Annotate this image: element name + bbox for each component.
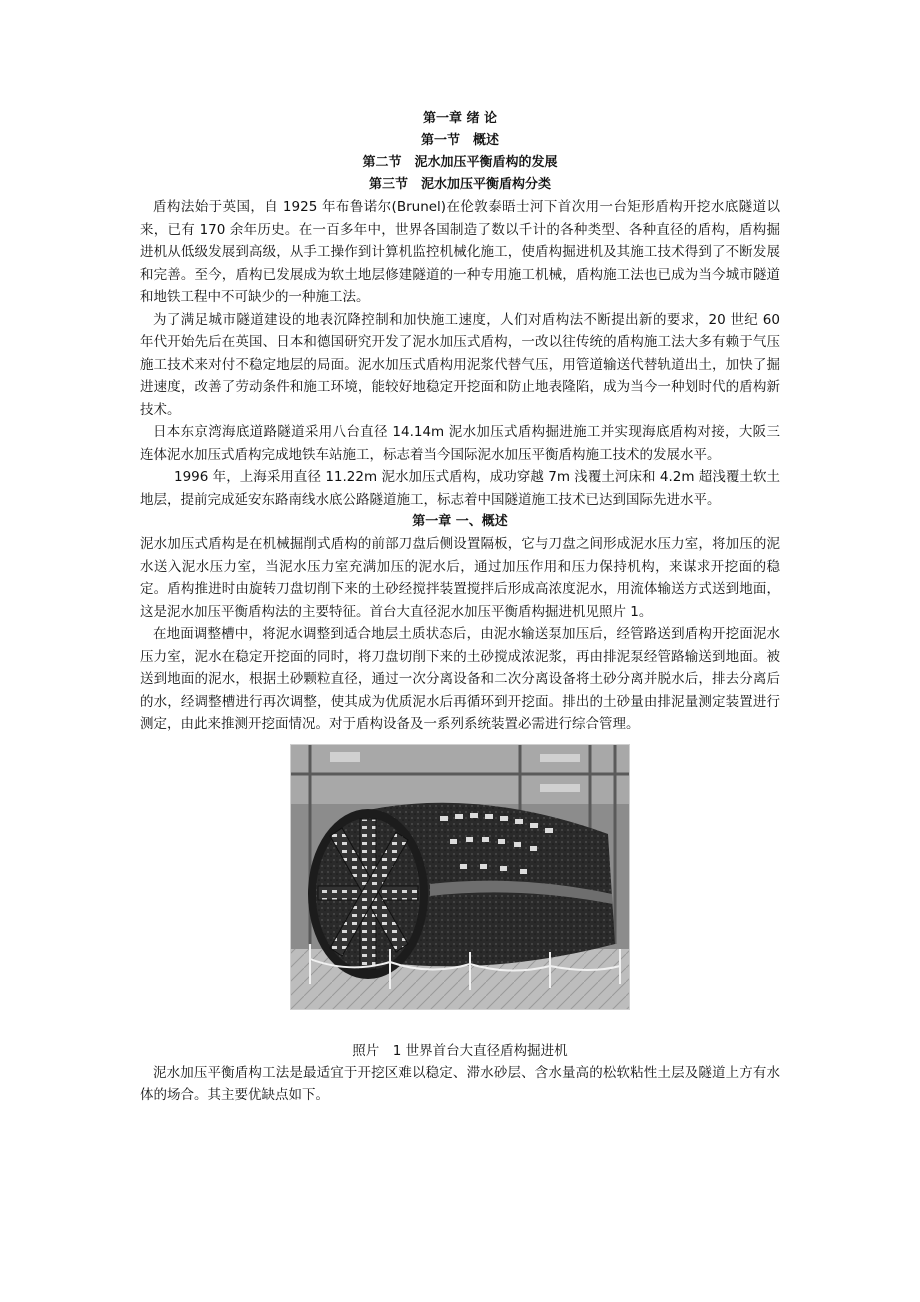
shield-machine-photo [290, 744, 630, 1010]
intro-paragraph-japan: 日本东京湾海底道路隧道采用八台直径 14.14m 泥水加压式盾构掘进施工并实现海底盾构对接，大阪三连体泥水加压式盾构完成地铁车站施工，标志着当今国际泥水加压平衡盾构施工技术的发展水平。 [140, 424, 780, 463]
overview-paragraph-principle: 泥水加压式盾构是在机械掘削式盾构的前部刀盘后侧设置隔板，它与刀盘之间形成泥水压力室，将加压的泥水送入泥水压力室，当泥水压力室充满加压的泥水后，通过加压作用和压力保持机构，来谋求开挖面的稳定。盾构推进时由旋转刀盘切削下来的土砂经搅拌装置搅拌后形成高浓度泥水，用流体输送方式送到地面，这是泥水加压平衡盾构法的主要特征。首台大直径泥水加压平衡盾构掘进机见照片 1。 [140, 536, 780, 620]
closing-paragraph: 泥水加压平衡盾构工法是最适宜于开挖区难以稳定、滞水砂层、含水量高的松软粘性土层及隧道上方有水体的场合。其主要优缺点如下。 [140, 1064, 780, 1103]
intro-paragraph-history: 盾构法始于英国，自 1925 年布鲁诺尔(Brunel)在伦敦泰晤士河下首次用一台矩形盾构开挖水底隧道以来，已有 170 余年历史。在一百多年中，世界各国制造了数以千计的各种类型、各种直径的盾构，盾构掘进机从低级发展到高级，从手工操作到计算机监控机械化施工，使盾构掘进机及其施工技术得到了不断发展和完善。至今，盾构已发展成为软土地层修建隧道的一种专用施工机械，盾构施工法也已成为当今城市隧道和地铁工程中不可缺少的一种施工法。 [140, 199, 780, 305]
chapter-heading: 第一章 绪 论 [422, 111, 498, 126]
section-3-heading: 第三节 泥水加压平衡盾构分类 [368, 177, 551, 192]
shield-machine-image [290, 744, 630, 1010]
intro-paragraph-shanghai: 1996 年，上海采用直径 11.22m 泥水加压式盾构，成功穿越 7m 浅覆土河床和 4.2m 超浅覆土软土地层，提前完成延安东路南线水底公路隧道施工，标志着中国隧道施工技术已达到国际先进水平。 [140, 469, 780, 508]
overview-heading: 第一章 一、概述 [412, 514, 508, 529]
document-body [140, 108, 780, 1107]
intro-paragraph-development: 为了满足城市隧道建设的地表沉降控制和加快施工速度，人们对盾构法不断提出新的要求，20 世纪 60 年代开始先后在英国、日本和德国研究开发了泥水加压式盾构，一改以往传统的盾构施工法大多有赖于气压施工技术来对付不稳定地层的局面。泥水加压式盾构用泥浆代替气压，用管道输送代替轨道出土，加快了掘进速度，改善了劳动条件和施工环境，能较好地稳定开挖面和防止地表隆陷，成为当今一种划时代的盾构新技术。 [140, 311, 780, 418]
overview-paragraph-process: 在地面调整槽中，将泥水调整到适合地层土质状态后，由泥水输送泵加压后，经管路送到盾构开挖面泥水压力室，泥水在稳定开挖面的同时，将刀盘切削下来的土砂搅成浓泥浆，再由排泥泵经管路输送到地面。被送到地面的泥水，根据土砂颗粒直径，通过一次分离设备和二次分离设备将土砂分离并脱水后，排去分离后的水，经调整槽进行再次调整，使其成为优质泥水后再循环到开挖面。排出的土砂量由排泥量测定装置进行测定，由此来推测开挖面情况。对于盾构设备及一系列系统装置必需进行综合管理。 [140, 626, 780, 732]
section-2-heading: 第二节 泥水加压平衡盾构的发展 [362, 155, 558, 170]
section-1-heading: 第一节 概述 [420, 133, 499, 148]
photo-caption: 照片 1 世界首台大直径盾构掘进机 [352, 1042, 568, 1059]
